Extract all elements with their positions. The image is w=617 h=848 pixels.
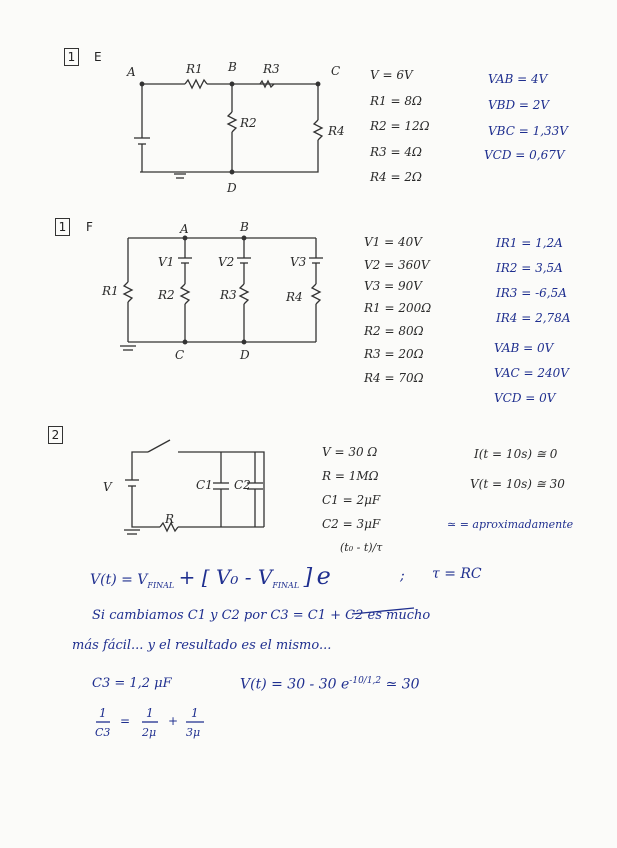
given-value: R1 = 8Ω xyxy=(370,94,422,108)
given-value: R3 = 4Ω xyxy=(370,145,422,159)
c3-value: C3 = 1,2 μF xyxy=(92,676,172,691)
formula-vt xyxy=(90,562,331,590)
node-label-a: A xyxy=(127,65,136,79)
fraction-den-2: 2μ xyxy=(142,726,157,739)
vt-exponent: -10/1,2 xyxy=(349,676,382,686)
battery-label-v2: V2 xyxy=(218,255,235,269)
given-value: R = 1MΩ xyxy=(322,469,379,483)
vt-approx: ≃ 30 xyxy=(385,676,420,693)
resistor-label-r1: R1 xyxy=(102,284,119,298)
formula-e: e xyxy=(316,562,331,590)
capacitor-label-c2: C2 xyxy=(234,478,251,492)
resistor-r3-1f-symbol xyxy=(240,284,248,304)
exponent-note: (t₀ - t)/τ xyxy=(340,541,383,554)
fraction-plus: + xyxy=(168,714,179,728)
result-value: VCD = 0,67V xyxy=(484,148,565,162)
explanation-line-2: más fácil... y el resultado es el mismo... xyxy=(72,638,332,653)
result-value: IR1 = 1,2A xyxy=(496,236,563,250)
formula-subscript: FINAL xyxy=(147,580,175,590)
resistor-label-r2: R2 xyxy=(158,288,175,302)
explanation-line-1: Si cambiamos C1 y C2 por C3 = C1 + C2 es mucho xyxy=(92,608,431,623)
capacitor-label-c1: C1 xyxy=(196,478,213,492)
fraction-den-1: C3 xyxy=(95,726,111,739)
given-value: R3 = 20Ω xyxy=(364,347,424,361)
vt-result xyxy=(240,676,420,693)
source-label-v: V xyxy=(103,480,112,494)
resistor-r4-1f-symbol xyxy=(312,284,320,304)
result-value: IR2 = 3,5A xyxy=(496,261,563,275)
resistor-label-r1: R1 xyxy=(186,62,203,76)
formula-mid: + [ V₀ - V xyxy=(178,565,273,589)
fraction-den-3: 3μ xyxy=(186,726,201,739)
node-label-b: B xyxy=(228,60,237,74)
fraction-num-2: 1 xyxy=(146,706,154,720)
result-value: VAB = 4V xyxy=(488,72,548,86)
result-value: VBC = 1,33V xyxy=(488,124,568,138)
resistor-r4-symbol xyxy=(314,120,322,140)
result-value: I(t = 10s) ≅ 0 xyxy=(474,447,558,461)
node-label-c: C xyxy=(331,64,341,78)
given-value: V = 30 Ω xyxy=(322,445,378,459)
battery-label-v1: V1 xyxy=(158,255,175,269)
fraction-num-3: 1 xyxy=(191,706,199,720)
switch-symbol xyxy=(148,440,170,452)
resistor-label-r3: R3 xyxy=(220,288,237,302)
given-value: R2 = 80Ω xyxy=(364,324,424,338)
resistor-r1-symbol xyxy=(185,80,207,88)
problem-number-box: 1 xyxy=(55,218,70,236)
node-label-a: A xyxy=(180,222,189,236)
given-value: R4 = 70Ω xyxy=(364,371,424,385)
formula-left: V(t) = V xyxy=(90,572,148,588)
tau-formula: τ = RC xyxy=(432,566,482,582)
formula-bracket: ] xyxy=(303,565,313,590)
result-value: VCD = 0V xyxy=(494,391,556,405)
given-value: R4 = 2Ω xyxy=(370,170,422,184)
node-label-d: D xyxy=(240,348,250,362)
circuit-1e xyxy=(134,80,322,178)
fraction-equals: = xyxy=(120,714,131,728)
resistor-label-r2: R2 xyxy=(240,116,257,130)
problem-letter: E xyxy=(94,50,102,64)
resistor-label-r: R xyxy=(165,512,175,526)
separator-mark: ; xyxy=(400,568,405,584)
given-value: C2 = 3μF xyxy=(322,517,381,531)
resistor-r2-1f-symbol xyxy=(181,284,189,304)
node-label-b: B xyxy=(240,220,249,234)
result-value: IR4 = 2,78A xyxy=(496,311,571,325)
given-value: R2 = 12Ω xyxy=(370,119,430,133)
given-value: V1 = 40V xyxy=(364,235,422,249)
node-label-c: C xyxy=(175,348,185,362)
battery-label-v3: V3 xyxy=(290,255,307,269)
problem-letter: F xyxy=(86,220,93,234)
result-value: IR3 = -6,5A xyxy=(496,286,567,300)
given-value: R1 = 200Ω xyxy=(364,301,432,315)
resistor-label-r4: R4 xyxy=(286,290,303,304)
approx-note: ≃ = aproximadamente xyxy=(447,518,574,531)
formula-subscript: FINAL xyxy=(272,580,300,590)
given-value: V = 6V xyxy=(370,68,413,82)
given-value: V3 = 90V xyxy=(364,279,422,293)
resistor-r1-1f-symbol xyxy=(124,282,132,302)
given-value: C1 = 2μF xyxy=(322,493,381,507)
result-value: V(t = 10s) ≅ 30 xyxy=(470,477,565,491)
problem-number-box: 1 xyxy=(64,48,79,66)
result-value: VAC = 240V xyxy=(494,366,569,380)
vt-expression: V(t) = 30 - 30 e xyxy=(240,676,350,693)
node-label-d: D xyxy=(227,181,237,195)
fraction-num-1: 1 xyxy=(99,706,107,720)
given-value: V2 = 360V xyxy=(364,258,430,272)
problem-number-box: 2 xyxy=(48,426,63,444)
result-value: VBD = 2V xyxy=(488,98,550,112)
resistor-label-r4: R4 xyxy=(328,124,345,138)
resistor-label-r3: R3 xyxy=(263,62,280,76)
resistor-r2-symbol xyxy=(228,112,236,132)
result-value: VAB = 0V xyxy=(494,341,554,355)
